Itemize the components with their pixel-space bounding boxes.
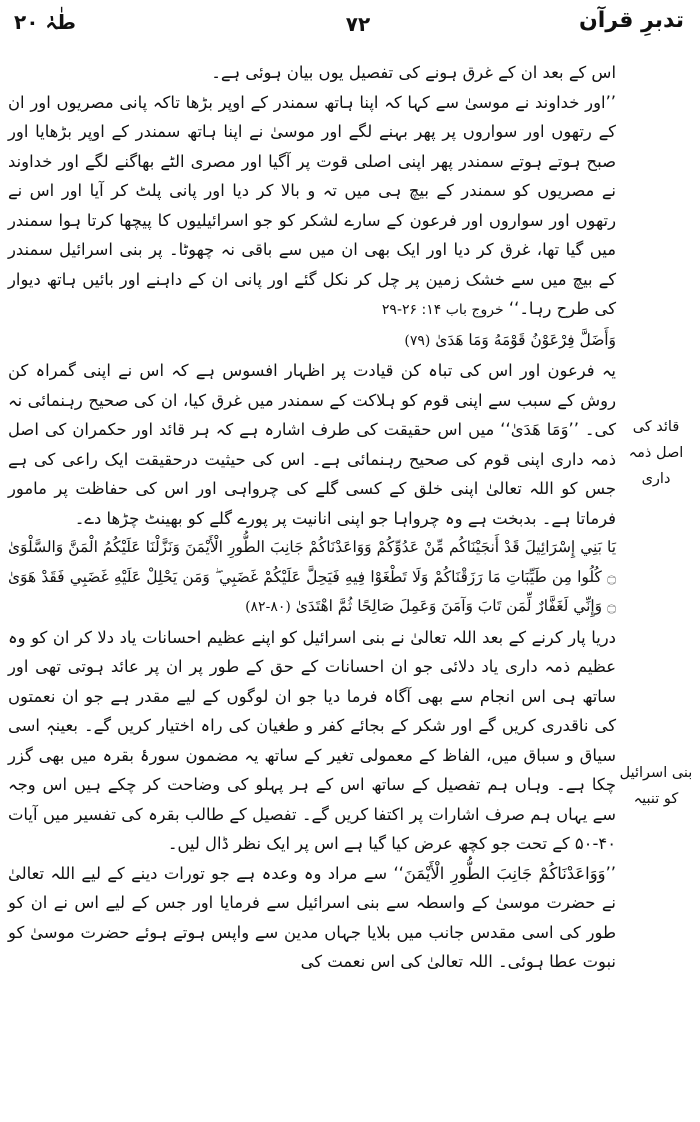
paragraph-intro: اس کے بعد ان کے غرق ہونے کی تفصیل یوں بیان ہوئی ہے۔	[211, 63, 616, 82]
paragraph-warning: دریا پار کرنے کے بعد اللہ تعالیٰ نے بنی اسرائیل کو اپنے عظیم احسانات یاد دلا کر ان کو وہ عظیم ذمہ داری یاد دلائی جو ان احسانات کے حق کے طور پر ان پر عائد ہوتی تھی اور ساتھ ہی اس انجام سے بھی آگاہ فرما دیا جو ان لوگوں کے لیے مقدر ہے جو ان نعمتوں کی ناقدری کریں گے اور شکر کے بجائے کفر و طغیان کی راہ اختیار کریں گے۔ بعینہٖ اسی سیاق و سباق میں، الفاظ کے معمولی تغیر کے ساتھ یہ مضمون سورۂ بقرہ میں بھی گزر چکا ہے۔ وہاں ہم تفصیل کے ساتھ اس کے ہر پہلو کی وضاحت کر چکے ہیں اس وجہ سے یہاں ہم صرف اشارات پر اکتفا کریں گے۔ تفصیل کے طالب بقرہ کی تفسیر میں آیات ۴۰-۵۰ کے تحت جو کچھ عرض کیا گیا ہے اس پر ایک نظر ڈال لیں۔	[8, 627, 616, 853]
verse-number: (۷۹)	[404, 332, 431, 349]
main-text	[8, 58, 616, 977]
margin-note-warning: بنی اسرائیل کو تنبیہ	[619, 765, 693, 807]
paragraph-quote	[8, 88, 616, 326]
page-number: ۷۲	[345, 12, 371, 36]
verse-text: وَأَضَلَّ فِرْعَوْنُ قَوْمَهُ وَمَا هَدَىٰ	[435, 330, 616, 349]
section-reference: طٰہٰ ۲۰	[14, 10, 76, 34]
verse-text: يَا بَنِي إِسْرَائِيلَ قَدْ أَنجَيْنَاكُم مِّنْ عَدُوِّكُمْ وَوَاعَدْنَاكُمْ جَانِبَ الطُّورِ الْأَيْمَنَ وَنَزَّلْنَا عَلَيْكُمُ الْمَنَّ وَالسَّلْوَىٰ ۝ كُلُوا مِن طَيِّبَاتِ مَا رَزَقْنَاكُمْ وَلَا تَطْغَوْا فِيهِ فَيَحِلَّ عَلَيْكُمْ غَضَبِي ۖ وَمَن يَحْلِلْ عَلَيْهِ غَضَبِي فَقَدْ هَوَىٰ ۝ وَإِنِّي لَغَفَّارٌ لِّمَن تَابَ وَآمَنَ وَعَمِلَ صَالِحًا ثُمَّ اهْتَدَىٰ	[8, 538, 616, 615]
quran-verse-79	[8, 326, 616, 357]
paragraph-commentary: یہ فرعون اور اس کی تباہ کن قیادت پر اظہار افسوس ہے کہ اس نے اپنی گمراہ کن روش کے سبب سے اپنی قوم کو ہلاکت کے سمندر میں غرق کیا، ان کی صحیح رہنمائی نہ کی۔ ’’وَمَا هَدَىٰ‘‘ میں اس حقیقت کی طرف اشارہ ہے کہ ہر قائد اور حکمران کی اصل ذمہ داری اپنی قوم کی صحیح رہنمائی ہے۔ اس کی حیثیت درحقیقت ایک راعی کی ہے جس کو اللہ تعالیٰ اپنی خلق کے کسی گلے کی چرواہی اور اس کی حفاظت پر مامور فرماتا ہے۔ بدبخت ہے وہ چرواہا جو اپنی انانیت پر پورے گلے کو بھینٹ چڑھا دے۔	[8, 361, 616, 528]
quote-reference: خروج باب ۱۴: ۲۶-۲۹	[381, 302, 504, 318]
verse-number: (۸۰-۸۲)	[245, 599, 291, 615]
margin-note-leader-duty: قائد کی اصل ذمہ داری	[628, 419, 684, 487]
paragraph-tur: ’’وَوَاعَدْنَاكُمْ جَانِبَ الطُّورِ الْأَيْمَنَ‘‘ سے مراد وہ وعدہ ہے جو تورات دینے کے لیے اللہ تعالیٰ نے حضرت موسیٰ کے واسطہ سے بنی اسرائیل سے فرمایا اور جس کے لیے اس نے ان کو طور کی اسی مقدس جانب میں بلایا جہاں مدین سے واپس ہوتے ہوئے حضرت موسیٰ کو نبوت عطا ہوئی۔ اللہ تعالیٰ کی اس نعمت کی	[8, 863, 616, 971]
page-header	[8, 6, 692, 46]
quote-text: ’’اور خداوند نے موسیٰ سے کہا کہ اپنا ہاتھ سمندر کے اوپر بڑھا تاکہ پانی مصریوں اور ان کے رتھوں اور سواروں پر پھر بہنے لگے اور موسیٰ نے اپنا ہاتھ سمندر کے اوپر بڑھایا اور صبح ہوتے ہوتے سمندر پھر اپنی اصلی قوت پر آگیا اور مصری الٹے بھاگنے لگے اور خداوند نے مصریوں کو سمندر کے بیچ ہی میں تہ و بالا کر دیا اور پانی پلٹ کر آیا اور اس نے رتھوں اور سواروں اور فرعون کے سارے لشکر کو جو اسرائیلیوں کا پیچھا کرتا ہوا سمندر میں گیا تھا، غرق کر دیا اور ایک بھی ان میں سے باقی نہ چھوٹا۔ پر بنی اسرائیل سمندر کے بیچ میں سے خشک زمین پر چل کر نکل گئے اور پانی ان کے داہنے اور بائیں ہاتھ دیوار کی طرح رہا۔‘‘	[8, 92, 616, 318]
quran-verses-80-82	[8, 533, 616, 623]
book-title: تدبرِ قرآن	[579, 8, 684, 33]
